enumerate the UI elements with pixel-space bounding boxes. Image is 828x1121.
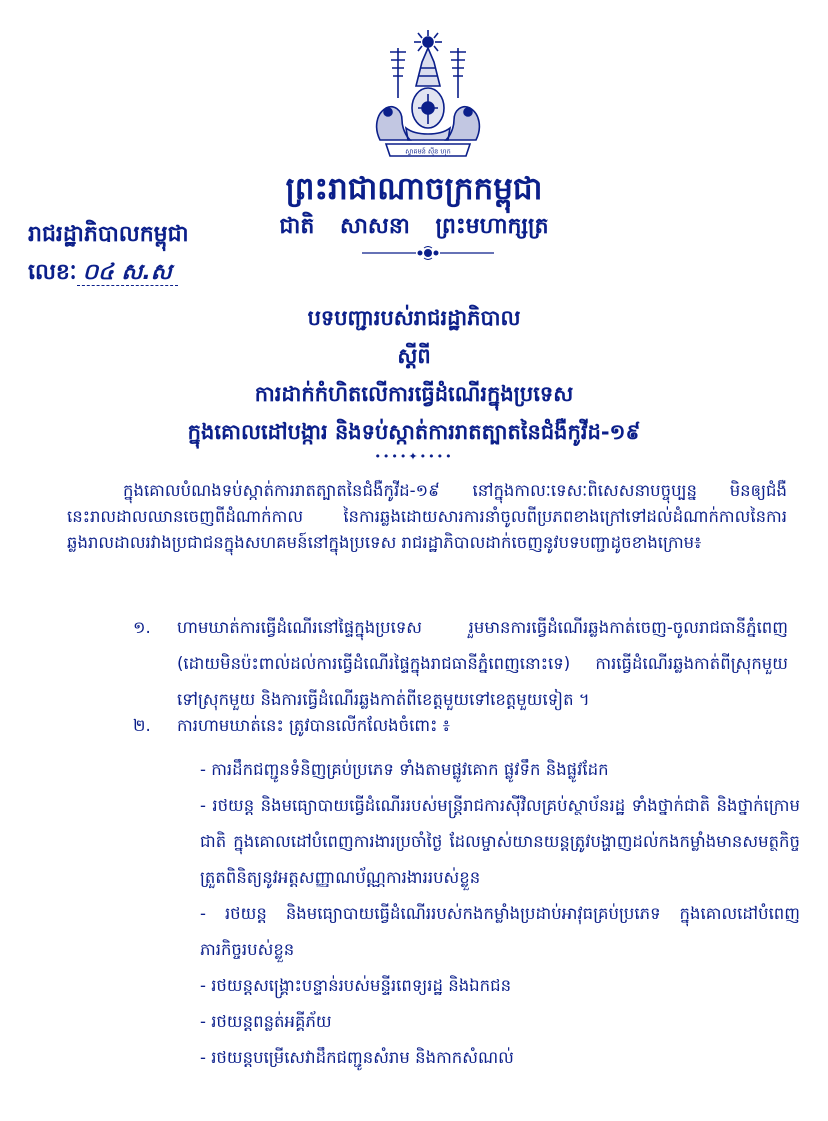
document-number-label: លេខៈ (28, 260, 77, 285)
ornament-divider (360, 246, 496, 260)
list-item-number: ២. (133, 716, 151, 735)
list-item-number: ១. (133, 618, 151, 637)
list-item-text: ការហាមឃាត់នេះ ត្រូវបានលើកលែងចំពោះ ៖ (177, 716, 450, 735)
exemption-text: - រថយន្ត និងមធ្យោបាយធ្វើដំណើររបស់កងកម្លាំងប្រដាប់អាវុធគ្រប់ប្រភេទ ក្នុងគោលដៅបំពេញភារកិច្ចរបស់ខ្លួន (200, 904, 800, 959)
list-item (133, 708, 788, 744)
exemption-text: - រថយន្ត និងមធ្យោបាយធ្វើដំណើររបស់មន្ត្រីរាជការស៊ីវិលគ្រប់ស្ថាប័នរដ្ឋ ទាំងថ្នាក់ជាតិ និងថ្នាក់ក្រោមជាតិ ក្នុងគោលដៅបំពេញការងារប្រចាំថ្ងៃ ដែលម្ចាស់យានយន្តត្រូវបង្ហាញដល់កងកម្លាំងមានសមត្ថកិច្ចត្រួតពិនិត្យនូវអត្តសញ្ញាណប័ណ្ណការងាររបស់ខ្លួន (200, 796, 800, 887)
exemption-text: - រថយន្តពន្លត់អគ្គីភ័យ (200, 1012, 332, 1031)
document-number (28, 258, 178, 290)
title-line-2: ស្តីពី (397, 344, 431, 368)
list-item (133, 610, 788, 718)
exemption-item (200, 1004, 800, 1040)
title-line-1: បទបញ្ជារបស់រាជរដ្ឋាភិបាល (307, 306, 521, 330)
exemption-item (200, 1040, 800, 1076)
title-line-3: ការដាក់កំហិតលើការធ្វើដំណើរក្នុងប្រទេស (254, 382, 574, 406)
title-divider: ••••✦•••• (374, 450, 454, 463)
list-item-text: ហាមឃាត់ការធ្វើដំណើរនៅផ្ទៃក្នុងប្រទេស រួមមានការធ្វើដំណើរឆ្លងកាត់ចេញ-ចូលរាជធានីភ្នំពេញ (ដោយមិនប៉ះពាល់ដល់ការធ្វើដំណើរផ្ទៃក្នុងរាជធានីភ្នំពេញនោះទេ) ការធ្វើដំណើរឆ្លងកាត់ពីស្រុកមួយទៅស្រុកមួយ និងការធ្វើដំណើរឆ្លងកាត់ពីខេត្តមួយទៅខេត្តមួយទៀត ។ (177, 618, 788, 709)
emblem-banner-text: ស្វាគមន៍ ស៊ីន ហុក (405, 147, 451, 156)
exemption-item (200, 896, 800, 968)
title-line-4: ក្នុងគោលដៅបង្ការ និងទប់ស្កាត់ការរាតត្បាតនៃជំងឺកូវីដ-១៩ (187, 420, 641, 444)
exemption-text: - ការដឹកជញ្ជូនទំនិញគ្រប់ប្រភេទ ទាំងតាមផ្លូវគោក ផ្លូវទឹក និងផ្លូវដែក (200, 760, 609, 779)
national-motto: ជាតិ សាសនា ព្រះមហាក្សត្រ (279, 214, 549, 239)
kingdom-heading: ព្រះរាជាណាចក្រកម្ពុជា (285, 171, 543, 207)
royal-emblem (366, 28, 490, 160)
exemption-text: - រថយន្តសង្គ្រោះបន្ទាន់របស់មន្ទីរពេទ្យរដ្ឋ និងឯកជន (200, 976, 512, 995)
exemption-item (200, 968, 800, 1004)
intro-paragraph: ក្នុងគោលបំណងទប់ស្កាត់ការរាតត្បាតនៃជំងឺកូវីដ-១៩ នៅក្នុងកាលៈទេសៈពិសេសនាបច្ចុប្បន្ន មិនឲ្យជំងឺនេះរាលដាលឈានចេញពីដំណាក់កាល នៃការឆ្លងដោយសារការនាំចូលពីប្រភពខាងក្រៅទៅដល់ដំណាក់កាលនៃការឆ្លងរាលដាលរវាងប្រជាជនក្នុងសហគមន៍នៅក្នុងប្រទេស រាជរដ្ឋាភិបាលដាក់ចេញនូវបទបញ្ជាដូចខាងក្រោម៖ (67, 481, 787, 552)
exemption-item (200, 752, 800, 788)
document-number-value: ០៤ ស.ស (77, 260, 178, 286)
exemption-text: - រថយន្តបម្រើសេវាដឹកជញ្ជូនសំរាម និងកាកសំណល់ (200, 1048, 514, 1067)
exemption-item (200, 788, 800, 896)
issuing-authority: រាជរដ្ឋាភិបាលកម្ពុជា (28, 222, 189, 247)
